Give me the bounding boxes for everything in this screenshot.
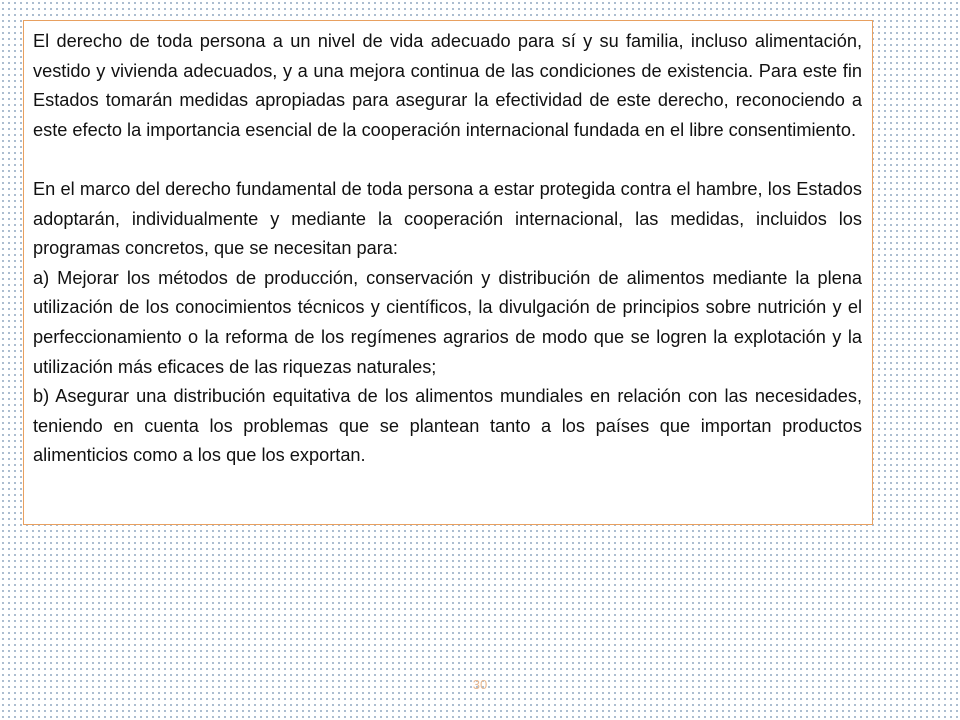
paragraph-right-to-living-standard: El derecho de toda persona a un nivel de vida adecuado para sí y su familia, incluso alimentación, vestido y vivienda adecuados, y a una mejora continua de las condiciones de existencia. Para este fin Estados tomarán medidas apropiadas para asegurar la efectividad de este derecho, reconociendo a este efecto la importancia esencial de la cooperación internacional fundada en el libre consentimiento. [33,31,862,140]
paragraph-right-against-hunger: En el marco del derecho fundamental de toda persona a estar protegida contra el hambre, los Estados adoptarán, individualmente y mediante la cooperación internacional, las medidas, incluidos los programas concretos, que se necesitan para: [33,178,862,259]
paragraph-spacer [33,145,862,175]
text-box [23,20,873,525]
list-item-a: a) Mejorar los métodos de producción, conservación y distribución de alimentos mediante la plena utilización de los conocimientos técnicos y científicos, la divulgación de principios sobre nutrición y el perfeccionamiento o la reforma de los regímenes agrarios de modo que se logren la explotación y la utilización más eficaces de las riquezas naturales; [33,267,862,377]
page-number: 30 [472,677,488,692]
list-item-b: b) Asegurar una distribución equitativa de los alimentos mundiales en relación con las necesidades, teniendo en cuenta los problemas que se plantean tanto a los países que importan productos alimenticios como a los que los exportan. [33,386,862,466]
